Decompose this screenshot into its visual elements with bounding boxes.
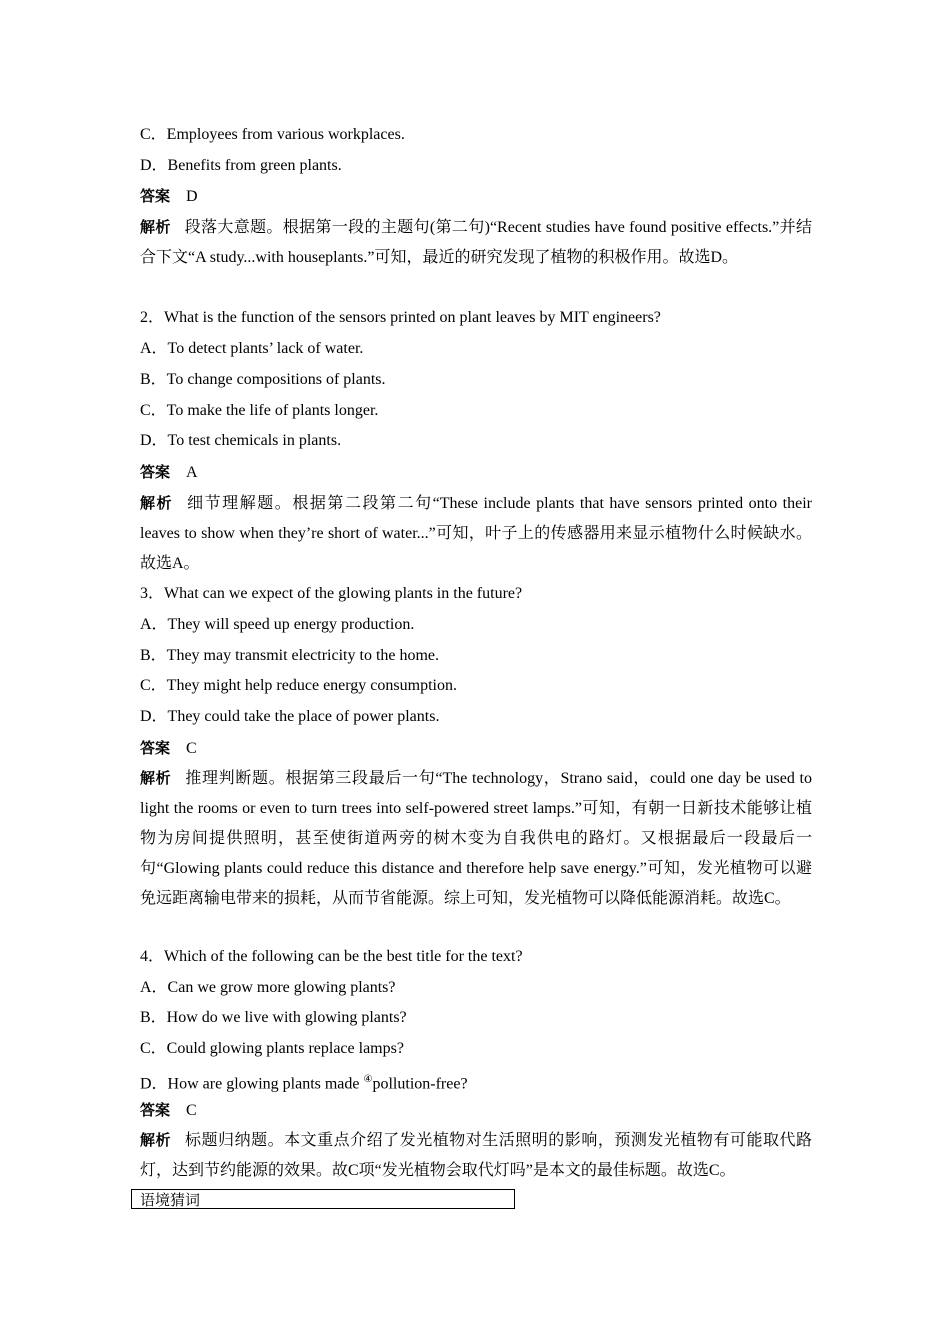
- answer-label: 答案: [140, 739, 171, 757]
- q2-option-c: C．To make the life of plants longer.: [140, 402, 379, 419]
- analysis-text: 推理判断题。根据第三段最后一句“The technology，Strano said，could one day be used to light the rooms or even to turn trees into self-powered street lamps.”可知，有朝一日新技术能够让植物为房间提供照明，甚至使街道两旁的树木变为自我供电的路灯。又根据最后一段最后一句“Glowing plants could reduce this distance and therefore help save energy.”可知，发光植物可以避免远距离输电带来的损耗，从而节省能源。综上可知，发光植物可以降低能源消耗。故选C。: [140, 770, 812, 907]
- q1-option-d: D．Benefits from green plants.: [140, 157, 342, 174]
- q3-analysis: [140, 763, 812, 914]
- q3-question: 3．What can we expect of the glowing plants in the future?: [140, 585, 523, 602]
- q4-option-d: [140, 1070, 468, 1094]
- q2-analysis: [140, 488, 812, 579]
- q1-answer: [140, 186, 198, 207]
- q4-option-a: A．Can we grow more glowing plants?: [140, 979, 396, 996]
- analysis-label: 解析: [140, 1131, 172, 1149]
- answer-label: 答案: [140, 187, 171, 205]
- q3-answer: [140, 738, 197, 759]
- q2-answer: [140, 462, 198, 483]
- q4-question: 4．Which of the following can be the best title for the text?: [140, 948, 523, 965]
- q2-option-b: B．To change compositions of plants.: [140, 371, 386, 388]
- q2-option-d: D．To test chemicals in plants.: [140, 432, 342, 449]
- analysis-text: 细节理解题。根据第二段第二句“These include plants that have sensors printed onto their leaves to show when they’re short of water...”可知，叶子上的传感器用来显示植物什么时候缺水。故选A。: [140, 495, 812, 572]
- analysis-text: 标题归纳题。本文重点介绍了发光植物对生活照明的影响，预测发光植物有可能取代路灯，达到节约能源的效果。故C项“发光植物会取代灯吗”是本文的最佳标题。故选C。: [140, 1132, 812, 1179]
- q4-analysis: [140, 1125, 812, 1186]
- answer-value: A: [186, 464, 198, 481]
- q2-option-a: A．To detect plants’ lack of water.: [140, 340, 364, 357]
- answer-value: C: [186, 1102, 197, 1119]
- analysis-label: 解析: [140, 218, 171, 236]
- analysis-label: 解析: [140, 769, 172, 787]
- answer-value: D: [186, 188, 198, 205]
- section-title: 语境猜词: [131, 1189, 515, 1209]
- q3-option-a: A．They will speed up energy production.: [140, 616, 415, 633]
- answer-label: 答案: [140, 463, 171, 481]
- answer-value: C: [186, 740, 197, 757]
- option-d-text-end: pollution-free?: [372, 1075, 468, 1093]
- option-d-text: D．How are glowing plants made: [140, 1075, 364, 1093]
- q4-option-b: B．How do we live with glowing plants?: [140, 1009, 407, 1026]
- answer-label: 答案: [140, 1101, 171, 1119]
- analysis-label: 解析: [140, 494, 174, 512]
- q3-option-b: B．They may transmit electricity to the home.: [140, 647, 440, 664]
- q4-option-c: C．Could glowing plants replace lamps?: [140, 1040, 404, 1057]
- analysis-text: 段落大意题。根据第一段的主题句(第二句)“Recent studies have found positive effects.”并结合下文“A study...with houseplants.”可知，最近的研究发现了植物的积极作用。故选D。: [140, 219, 812, 266]
- q1-analysis: [140, 212, 812, 273]
- footnote-marker: ④: [363, 1074, 373, 1085]
- q1-option-c: C．Employees from various workplaces.: [140, 126, 405, 143]
- q3-option-c: C．They might help reduce energy consumption.: [140, 677, 457, 694]
- q3-option-d: D．They could take the place of power plants.: [140, 708, 440, 725]
- q2-question: 2．What is the function of the sensors printed on plant leaves by MIT engineers?: [140, 309, 661, 326]
- q4-answer: [140, 1100, 197, 1121]
